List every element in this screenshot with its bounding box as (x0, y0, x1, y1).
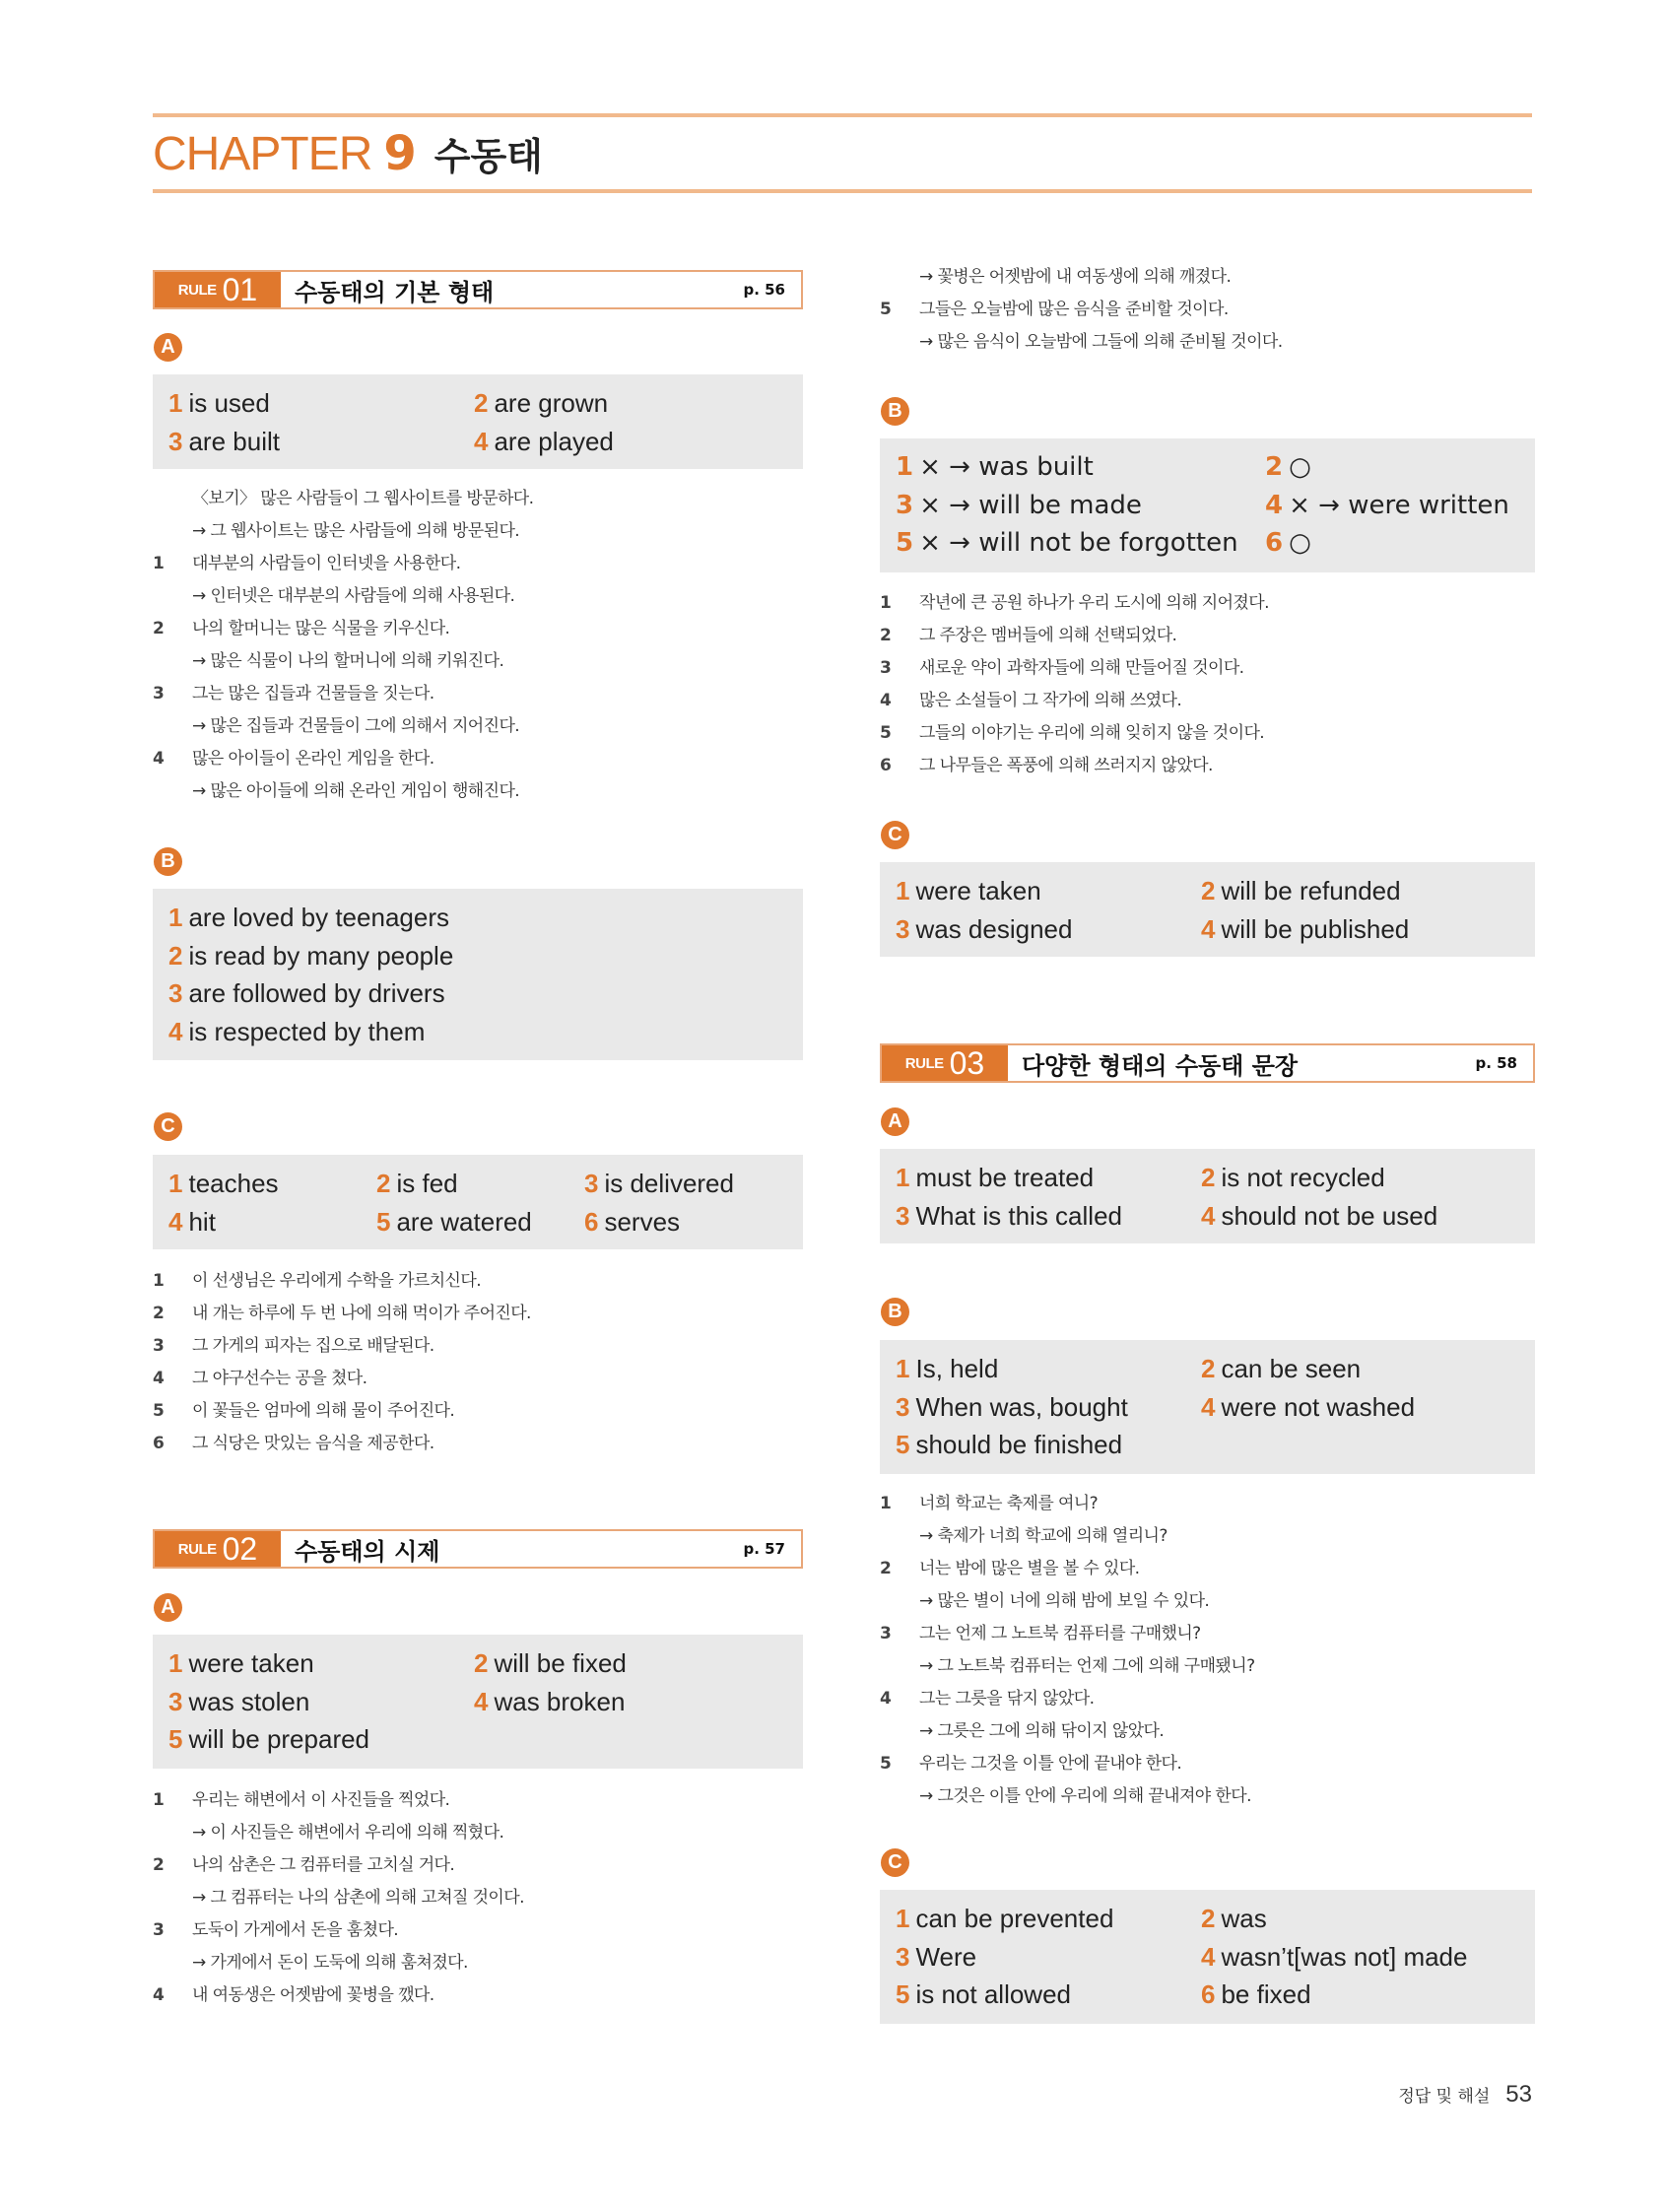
explanation-line: → 그 컴퓨터는 나의 삼촌에 의해 고쳐질 것이다. (192, 1888, 524, 1908)
explanation-line: 6 그 식당은 맛있는 음식을 제공한다. (153, 1434, 434, 1453)
answer-item: 1 can be prevented (896, 1904, 1114, 1933)
section-a-badge: A (154, 333, 182, 362)
answer-item: 5 will be prepared (168, 1724, 370, 1754)
answer-row (168, 937, 787, 975)
answer-item: 1 must be treated (896, 1163, 1095, 1192)
answer-box-r1-c (153, 1155, 803, 1249)
chapter-word: CHAPTER (153, 128, 372, 180)
explanation-line: 4 많은 아이들이 온라인 게임을 한다. (153, 749, 434, 769)
section-b-badge: B (154, 847, 182, 876)
chapter-title: 수동태 (434, 135, 543, 178)
rule-badge (882, 1045, 1008, 1081)
answer-item: 4 will be published (1201, 913, 1410, 944)
explanation-line: 2 나의 삼촌은 그 컴퓨터를 고치실 거다. (153, 1855, 455, 1875)
answer-box-r2-a (153, 1635, 803, 1769)
chapter-number: 9 (383, 126, 417, 181)
answer-item: 6 serves (584, 1206, 681, 1237)
rule-03-header (880, 1043, 1535, 1083)
bottom-rule (153, 189, 1532, 193)
answer-item: 6 ○ (1265, 528, 1311, 558)
answer-row (896, 487, 1519, 525)
answer-row (168, 1165, 787, 1203)
answer-item: 4 are played (474, 426, 614, 456)
answer-row (896, 910, 1519, 949)
section-c-badge: C (881, 821, 909, 849)
answer-item: 2 will be fixed (474, 1648, 627, 1678)
answer-item: 6 be fixed (1201, 1979, 1311, 2009)
answer-item: 2 is fed (376, 1169, 458, 1198)
rule-title: 수동태의 시제 (295, 1537, 440, 1566)
explanation-r1-c (153, 1265, 803, 1460)
rule-number: 03 (949, 1044, 985, 1081)
explanation-line: → 축제가 너희 학교에 의해 열리니? (919, 1526, 1168, 1546)
explanation-line: → 이 사진들은 해변에서 우리에 의해 찍혔다. (192, 1823, 504, 1843)
rule-number: 02 (222, 1530, 258, 1567)
explanation-line: 4 그 야구선수는 공을 쳤다. (153, 1369, 367, 1388)
explanation-line: → 많은 아이들에 의해 온라인 게임이 행해진다. (192, 781, 520, 801)
rule-label: RULE (177, 281, 217, 299)
answer-row (168, 384, 787, 423)
page-footer (1398, 2081, 1532, 2109)
answer-item: 1 were taken (896, 876, 1041, 905)
answer-item: 5 should be finished (896, 1430, 1123, 1459)
rule-label: RULE (904, 1054, 944, 1072)
explanation-line: 1 이 선생님은 우리에게 수학을 가르치신다. (153, 1271, 481, 1291)
explanation-line: → 그 노트북 컴퓨터는 언제 그에 의해 구매됐니? (919, 1656, 1255, 1676)
answer-item: 3 are followed by drivers (168, 978, 445, 1008)
explanation-line: → 가게에서 돈이 도둑에 의해 훔쳐졌다. (192, 1953, 468, 1973)
explanation-line: → 그것은 이틀 안에 우리에 의해 끝내져야 한다. (919, 1786, 1251, 1806)
explanation-line: 5 우리는 그것을 이틀 안에 끝내야 한다. (880, 1754, 1182, 1774)
explanation-line: 2 나의 할머니는 많은 식물을 키우신다. (153, 619, 450, 638)
explanation-line: → 그릇은 그에 의해 닦이지 않았다. (919, 1721, 1165, 1741)
explanation-line: 4 많은 소설들이 그 작가에 의해 쓰였다. (880, 691, 1182, 710)
explanation-r1-a (153, 483, 803, 808)
answer-row (896, 872, 1519, 910)
explanation-line: 5 이 꽃들은 엄마에 의해 물이 주어진다. (153, 1401, 455, 1421)
answer-item: 3 was stolen (168, 1686, 310, 1716)
section-b-badge: B (881, 397, 909, 426)
rule-badge (155, 272, 281, 307)
explanation-line: 1 너희 학교는 축제를 여니? (880, 1494, 1099, 1513)
answer-item: 1 were taken (168, 1648, 314, 1678)
explanation-line: 5 그들은 오늘밤에 많은 음식을 준비할 것이다. (880, 300, 1229, 319)
rule-badge (155, 1531, 281, 1567)
explanation-line: 1 작년에 큰 공원 하나가 우리 도시에 의해 지어졌다. (880, 593, 1269, 613)
answer-item: 3 Were (896, 1941, 977, 1972)
answer-item: 2 ○ (1265, 452, 1311, 482)
answer-row (168, 1013, 787, 1051)
answer-box-r3-b (880, 1340, 1535, 1474)
answer-row (168, 1720, 787, 1759)
answer-item: 4 wasn’t[was not] made (1201, 1941, 1468, 1972)
answer-row (896, 1350, 1519, 1388)
explanation-line: 2 내 개는 하루에 두 번 나에 의해 먹이가 주어진다. (153, 1304, 531, 1323)
top-rule (153, 113, 1532, 117)
answer-item: 4 × → were written (1265, 490, 1509, 520)
answer-row (896, 1159, 1519, 1197)
rule-01-header (153, 270, 803, 309)
explanation-line: 3 새로운 약이 과학자들에 의해 만들어질 것이다. (880, 658, 1244, 678)
section-c-badge: C (881, 1848, 909, 1877)
answer-item: 2 can be seen (1201, 1354, 1362, 1383)
answer-item: 4 was broken (474, 1686, 626, 1716)
explanation-line: 4 내 여동생은 어젯밤에 꽃병을 깼다. (153, 1985, 434, 2005)
explanation-line: 5 그들의 이야기는 우리에 의해 잊히지 않을 것이다. (880, 723, 1265, 743)
explanation-line: → 많은 식물이 나의 할머니에 의해 키워진다. (192, 651, 504, 671)
explanation-line: 3 그 가게의 피자는 집으로 배달된다. (153, 1336, 434, 1356)
explanation-line: 4 그는 그릇을 닦지 않았다. (880, 1689, 1095, 1709)
explanation-line: → 많은 음식이 오늘밤에 그들에 의해 준비될 것이다. (919, 332, 1283, 352)
rule-page-ref: p. 57 (743, 1540, 785, 1558)
answer-row (896, 1900, 1519, 1938)
answer-item: 5 × → will not be forgotten (896, 528, 1238, 558)
answer-box-r3-c (880, 1890, 1535, 2024)
rule-label: RULE (177, 1540, 217, 1558)
answer-row (168, 1683, 787, 1721)
explanation-line: 1 우리는 해변에서 이 사진들을 찍었다. (153, 1790, 450, 1810)
answer-row (896, 448, 1519, 487)
answer-box-r3-a (880, 1149, 1535, 1243)
answer-row (168, 423, 787, 461)
answer-box-r2-b (880, 438, 1535, 572)
answer-item: 3 are built (168, 426, 280, 456)
explanation-line: 3 도둑이 가게에서 돈을 훔쳤다. (153, 1920, 399, 1940)
explanation-line: 3 그는 많은 집들과 건물들을 짓는다. (153, 684, 434, 704)
answer-item: 1 Is, held (896, 1354, 999, 1383)
explanation-r3-b (880, 1488, 1530, 1813)
explanation-line: → 인터넷은 대부분의 사람들에 의해 사용된다. (192, 586, 515, 606)
answer-item: 2 was (1201, 1904, 1267, 1933)
explanation-line: 1 대부분의 사람들이 인터넷을 사용한다. (153, 554, 461, 573)
answer-row (896, 1426, 1519, 1464)
explanation-line: 2 너는 밤에 많은 별을 볼 수 있다. (880, 1559, 1140, 1578)
answer-item: 3 was designed (896, 913, 1073, 944)
answer-row (896, 1197, 1519, 1236)
answer-row (896, 1976, 1519, 2014)
answer-item: 2 is not recycled (1201, 1163, 1385, 1192)
answer-item: 1 are loved by teenagers (168, 903, 449, 932)
answer-item: 4 hit (168, 1206, 216, 1237)
answer-item: 1 is used (168, 388, 270, 418)
rule-02-header (153, 1529, 803, 1569)
explanation-r2-b (880, 587, 1530, 782)
answer-item: 3 What is this called (896, 1200, 1122, 1231)
answer-box-r2-c (880, 862, 1535, 957)
section-a-badge: A (154, 1593, 182, 1622)
answer-row (896, 1388, 1519, 1427)
explanation-line: 〈보기〉 많은 사람들이 그 웹사이트를 방문하다. (192, 489, 534, 508)
explanation-line: → 그 웹사이트는 많은 사람들에 의해 방문된다. (192, 521, 520, 541)
answer-item: 4 is respected by them (168, 1016, 426, 1046)
rule-number: 01 (222, 271, 258, 307)
explanation-line: 2 그 주장은 멤버들에 의해 선택되었다. (880, 626, 1177, 645)
answer-item: 3 × → will be made (896, 490, 1142, 520)
answer-item: 3 When was, bought (896, 1391, 1128, 1422)
explanation-line: 6 그 나무들은 폭풍에 의해 쓰러지지 않았다. (880, 756, 1213, 775)
section-a-badge: A (881, 1107, 909, 1136)
answer-row (168, 974, 787, 1013)
answer-item: 2 are grown (474, 388, 609, 418)
explanation-r2-a (153, 1784, 803, 2012)
section-c-badge: C (154, 1112, 182, 1141)
answer-box-r1-b (153, 889, 803, 1060)
answer-row (896, 1938, 1519, 1977)
answer-item: 4 were not washed (1201, 1391, 1416, 1422)
explanation-line: → 많은 별이 너에 의해 밤에 보일 수 있다. (919, 1591, 1210, 1611)
explanation-line: → 많은 집들과 건물들이 그에 의해서 지어진다. (192, 716, 520, 736)
answer-item: 2 is read by many people (168, 940, 454, 971)
rule-page-ref: p. 58 (1475, 1054, 1517, 1072)
answer-item: 5 is not allowed (896, 1979, 1072, 2009)
page-number: 53 (1505, 2081, 1532, 2108)
answer-item: 4 should not be used (1201, 1200, 1438, 1231)
footer-label: 정답 및 해설 (1398, 2087, 1491, 2107)
chapter-heading (153, 126, 543, 185)
answer-row (168, 1203, 787, 1241)
section-b-badge: B (881, 1298, 909, 1326)
explanation-line: 3 그는 언제 그 노트북 컴퓨터를 구매했니? (880, 1624, 1201, 1643)
explanation-r2-a-continued (880, 261, 1530, 359)
answer-item: 3 is delivered (584, 1169, 734, 1198)
rule-title: 수동태의 기본 형태 (295, 278, 495, 306)
rule-title: 다양한 형태의 수동태 문장 (1022, 1051, 1299, 1080)
rule-page-ref: p. 56 (743, 281, 785, 299)
answer-item: 5 are watered (376, 1206, 532, 1237)
explanation-line: → 꽃병은 어젯밤에 내 여동생에 의해 깨졌다. (919, 267, 1232, 287)
answer-item: 1 × → was built (896, 452, 1094, 482)
answer-row (168, 1644, 787, 1683)
answer-item: 2 will be refunded (1201, 876, 1401, 905)
answer-box-r1-a (153, 374, 803, 469)
answer-row (896, 524, 1519, 563)
answer-item: 1 teaches (168, 1169, 279, 1198)
answer-row (168, 899, 787, 937)
